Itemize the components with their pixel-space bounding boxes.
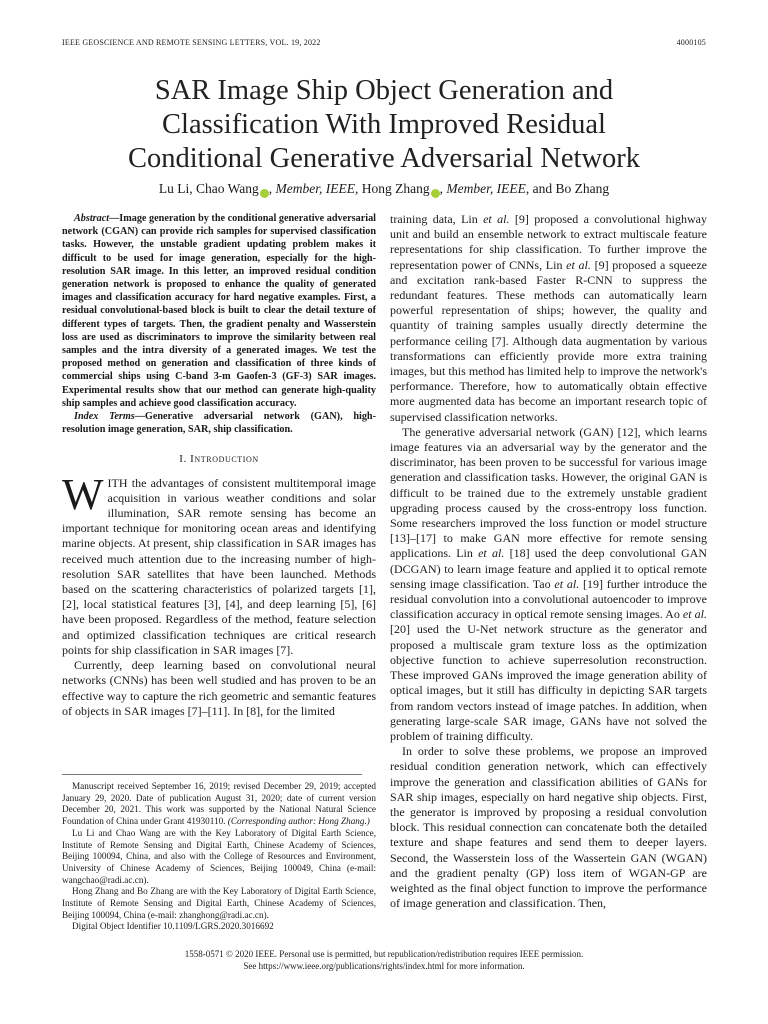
- footnote-affiliation-2: Hong Zhang and Bo Zhang are with the Key Laboratory of Digital Earth Science, Institute of Remote Sensing and Digital Earth, Chinese Academy of Sciences, Beijing 100094, China (e-mail: zhanghong@radi.ac.cn).: [62, 886, 376, 920]
- body-paragraph-2: The generative adversarial network (GAN) [12], which learns image features via an adversarial way by the generator and the discriminator, has been proven to be successful for various image generation and classification tasks. However, the original GAN is difficult to be trained due to the extremely unstable gradient upgrading process caused by the cross-entropy loss function. Some researchers improved the loss function or model structure [13]–[17] to make GAN more effective for remote sensing applications. Lin et al. [18] used the deep convolutional GAN (DCGAN) to learn image feature and applied it to optical remote sensing image classification. Tao et al. [19] further introduce the residual convolution into a convolutional autoencoder to improve classification accuracy in optical remote sensing images. Ao et al. [20] used the U-Net network structure as the generator and proposed a multiscale gram texture loss as the optimization objective function to achieve superresolution reconstruction. These improved GANs improved the image generation ability of optical images, but it still has difficulty in depicting SAR targets from random vectors instead of image patches. In addition, when generating large-scale SAR image, GANs have not solved the problem of training difficulty.: [390, 424, 707, 743]
- footnote-rule: [62, 774, 362, 775]
- copyright-notice: [62, 948, 706, 972]
- running-header: [62, 38, 706, 47]
- index-terms: Index Terms—Generative adversarial network (GAN), high-resolution image generation, SAR, ship classification.: [62, 411, 376, 436]
- section-number: I.: [179, 453, 187, 466]
- index-terms-text: Generative adversarial network (GAN), high-resolution image generation, SAR, ship classification.: [62, 411, 376, 436]
- author-names-3: and Bo Zhang: [532, 181, 610, 196]
- intro-paragraph-1: WITH the advantages of consistent multitemporal image acquisition in various weather conditions and solar illumination, SAR remote sensing has become an important technique for monitoring ocean areas and identifying marine objects. At present, ship classification in SAR images has received much attention due to the increasing number of high-resolution SAR satellites that have been launched. Methods based on the scattering characteristics of polarized targets [1], [2], local statistical features [3], [4], and deep learning [5], [6] have been proposed. Regardless of the method, feature selection and optimized classification techniques are critical research points for ship classification in SAR images [7].: [62, 469, 376, 657]
- section-heading: [62, 452, 376, 467]
- left-column: [62, 212, 376, 719]
- footnote-doi: Digital Object Identifier 10.1109/LGRS.2020.3016692: [72, 921, 274, 932]
- title-line-2: Classification With Improved Residual: [162, 109, 606, 140]
- abstract: Abstract—Image generation by the conditional generative adversarial network (CGAN) can provide rich samples for supervised classification tasks. However, the unstable gradient updating problem makes it difficult to be used for image generation, especially for the high-resolution SAR image. In this letter, an improved residual condition generation network is proposed to enhance the quality of generated images and classification accuracy for hard negative examples. First, a residual convolutional-based block is built to clear the detail texture of different types of targets. Then, the gradient penalty and Wasserstein loss are used as discriminators to improve the similarity between real samples and the intra diversity of a generated images. We test the proposed method on generation and classification of three kinds of commercial ships using C-band 3-m Gaofen-3 (GF-3) SAR images. Experimental results show that our method can generate high-quality ship samples and achieve good classification accuracy.: [62, 213, 376, 409]
- author-names-2: Hong Zhang: [361, 181, 430, 196]
- section-title: Introduction: [190, 453, 259, 466]
- index-terms-label: Index Terms: [74, 411, 135, 423]
- orcid-icon[interactable]: [431, 189, 440, 198]
- drop-cap: W: [62, 469, 104, 519]
- abstract-label: Abstract: [74, 213, 110, 224]
- title-line-3: Conditional Generative Adversarial Network: [127, 143, 641, 174]
- body-paragraph-1: training data, Lin et al. [9] proposed a convolutional highway unit and build an ensemble network to extract multiscale feature representations for ship classification. To further improve the representation power of CNNs, Lin et al. [9] proposed a squeeze and excitation rank-based Faster R-CNN to suppress the redundant features. These methods can automatically learn powerful representation of ships; however, the quality and quantity of training samples usually directly determine the performance ceiling [7]. Although data augmentation by various transformations can efficiently provide more extra training images, but this method has limited help to improve the network's performance. Therefore, how to automatically obtain effective more augmented data has become an important research topic of supervised classification networks.: [390, 212, 707, 424]
- footnotes: [62, 774, 376, 933]
- intro-paragraph-2: Currently, deep learning based on convolutional neural networks (CNNs) has been well studied and has proven to be an effective way to capture the rich geometric and semantic features of objects in SAR images [7]–[11]. In [8], for the limited: [62, 658, 376, 718]
- membership-2: Member, IEEE: [446, 181, 526, 196]
- author-names-1: Lu Li, Chao Wang: [158, 181, 259, 196]
- body-paragraph-3: In order to solve these problems, we propose an improved residual condition generation network, which can effectively improve the generation and classification abilities of GANs for SAR ship images, especially on hard negative ship objects. First, the generator is improved by proposing a residual convolution block. This residual connection can concatenate both the detailed texture and shape features and send them to deeper layers. Second, the Wasserstein loss of the Wassertein GAN (WGAN) and the gradient penalty (GP) loss item of WGAN-GP are weighted as the final object function to improve the performance of image generation and classification. Then,: [390, 744, 707, 911]
- footnote-manuscript: Manuscript received September 16, 2019; revised December 29, 2019; accepted January 29, 2020. Date of publication August 31, 2020; date of current version December 20, 2021. This work was supported by the National Natural Science Foundation of China under Grant 41930110. (Corresponding author: Hong Zhang.): [62, 781, 376, 827]
- article-number: 4000105: [676, 38, 706, 47]
- journal-name: IEEE GEOSCIENCE AND REMOTE SENSING LETTERS, VOL. 19, 2022: [62, 38, 321, 47]
- title-line-1: SAR Image Ship Object Generation and: [154, 75, 614, 106]
- first-word: ITH: [107, 475, 128, 490]
- author-list: Lu Li, Chao Wang , Member, IEEE, Hong Zhang , Member, IEEE, and Bo Zhang: [158, 181, 610, 196]
- footnote-affiliation-1: Lu Li and Chao Wang are with the Key Laboratory of Digital Earth Science, Institute of Remote Sensing and Digital Earth, Chinese Academy of Sciences, Beijing 100094, China, and also with the College of Resources and Environment, University of Chinese Academy of Sciences, Beijing 100049, China (e-mail: wangchao@radi.ac.cn).: [62, 827, 376, 885]
- paper-title: [40, 74, 728, 176]
- right-column: [390, 212, 707, 911]
- membership-1: Member, IEEE: [275, 181, 356, 196]
- orcid-icon[interactable]: [260, 189, 269, 198]
- abstract-text: Image generation by the conditional generative adversarial network (CGAN) can provide rich samples for supervised classification tasks. However, the unstable gradient updating problem makes it difficult to be used for image generation, especially for the high-resolution SAR image. In this letter, an improved residual condition generation network is proposed to enhance the quality of generated images and classification accuracy for hard negative examples. First, a residual convolutional-based block is built to clear the detail texture of different types of targets. Then, the gradient penalty and Wasserstein loss are used as discriminators to improve the similarity between real samples and the intra diversity of a generated images. We test the proposed method on generation and classification of three kinds of commercial ships using C-band 3-m Gaofen-3 (GF-3) SAR images. Experimental results show that our method can generate high-quality ship samples and achieve good classification accuracy.: [62, 213, 376, 409]
- copyright-line-1: 1558-0571 © 2020 IEEE. Personal use is permitted, but republication/redistribution requires IEEE permission.: [184, 949, 584, 959]
- copyright-line-2: See https://www.ieee.org/publications/rights/index.html for more information.: [243, 961, 525, 971]
